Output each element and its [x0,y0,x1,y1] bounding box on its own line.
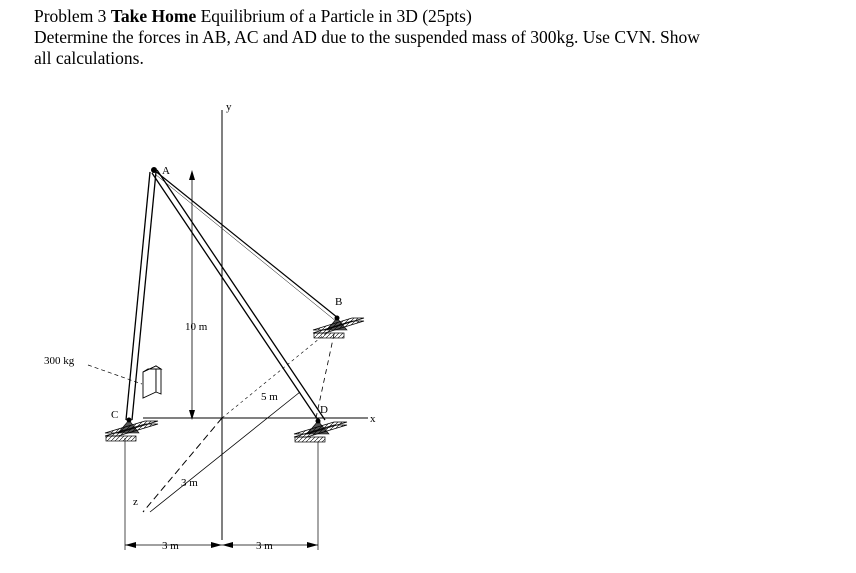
axis-z-label: z [133,496,138,508]
support-d-ground [295,437,325,442]
cable-ad-outer [152,173,320,423]
label-b: B [335,296,343,308]
problem-instructions-line2: all calculations. [34,48,144,68]
dashed-line-origin-to-b [222,325,336,418]
suspended-mass [143,366,161,398]
depth-b-dimension-label: 5 m [261,391,278,403]
support-c [105,418,158,442]
bottom-right-dimension-label: 3 m [256,540,273,552]
depth-a-dimension-label: 3 m [181,477,198,489]
bottom-left-dimension-label: 3 m [162,540,179,552]
bottom-arrow-mid-right [222,542,233,548]
take-home-label: Take Home [110,6,197,26]
problem-instructions-line1: Determine the forces in AB, AC and AD due to the suspended mass of 300kg. Use CVN. Show [34,27,700,47]
support-c-ground [106,436,136,441]
axis-y-label: y [226,101,232,113]
axis-x-label: x [370,413,376,425]
support-b-ground [314,333,344,338]
label-d: D [320,404,328,416]
point-a [151,167,157,173]
bottom-arrow-mid-left [211,542,222,548]
support-b-pin [335,316,340,321]
depth-dimension-line [150,392,300,512]
support-c-pin [127,418,132,423]
z-axis [143,418,222,512]
bottom-arrow-right [307,542,318,548]
mass-label: 300 kg [44,355,75,367]
mass-box-side [156,366,161,394]
bottom-arrow-left [125,542,136,548]
support-d-pin [316,419,321,424]
cable-ad-inner [157,170,325,420]
mass-leader-line [88,365,142,384]
problem-number: Problem 3 [34,6,107,26]
dimension-lines [88,170,318,550]
label-a: A [162,165,170,177]
height-arrow-top [189,170,195,180]
height-dimension-label: 10 m [185,321,208,333]
support-d [294,419,347,443]
problem-title: Equilibrium of a Particle in 3D (25pts) [200,6,472,26]
cable-ab-shadow [155,174,337,322]
label-c: C [111,409,119,421]
support-b [313,316,364,339]
cable-ab [154,170,338,318]
